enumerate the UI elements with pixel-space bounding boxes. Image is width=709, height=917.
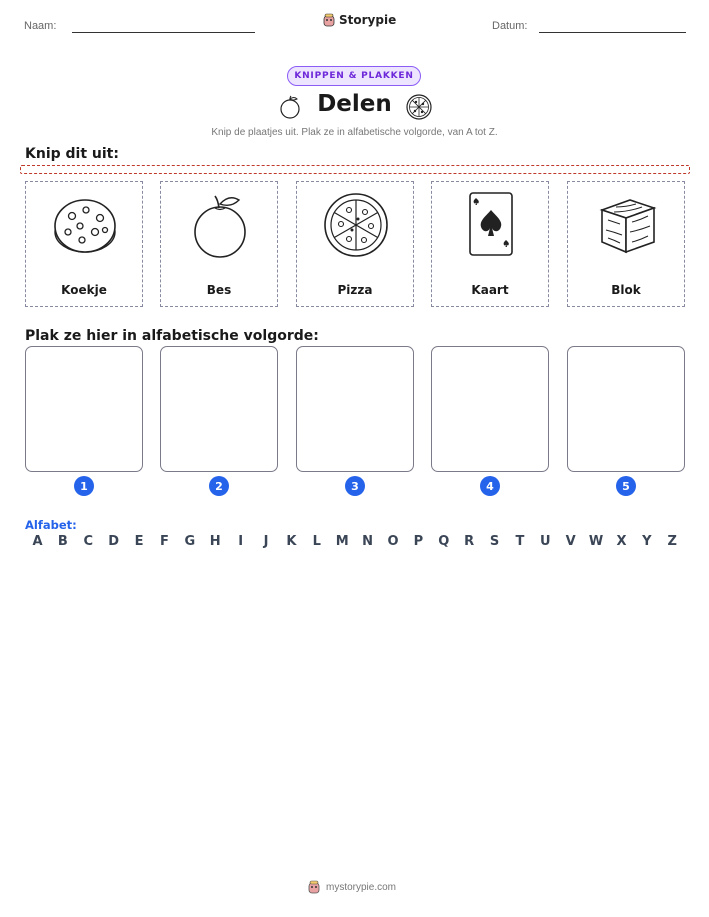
instructions: Knip de plaatjes uit. Plak ze in alfabetische volgorde, van A tot Z.	[211, 127, 498, 138]
card-label: Bes	[206, 283, 232, 297]
slot-number-2: 2	[209, 476, 229, 496]
name-label: Naam:	[24, 20, 57, 32]
cookie-icon	[50, 190, 120, 260]
date-line[interactable]	[539, 32, 686, 33]
brand-name: Storypie	[339, 13, 397, 27]
worksheet-title: Delen	[317, 91, 392, 117]
alphabet-letter: O	[387, 534, 399, 549]
alphabet-letter: Z	[667, 534, 677, 549]
alphabet-letter: U	[540, 534, 551, 549]
alphabet-letter: I	[238, 534, 244, 549]
alphabet-letter: C	[83, 534, 94, 549]
footer-site: mystorypie.com	[326, 881, 397, 893]
alphabet-letter: F	[160, 534, 169, 549]
pizza-icon	[405, 93, 433, 121]
alphabet-letter: S	[489, 534, 500, 549]
card-label: Kaart	[471, 283, 509, 297]
slot-number-4: 4	[480, 476, 500, 496]
card-label: Pizza	[337, 283, 373, 297]
cut-card-4[interactable]	[431, 181, 549, 307]
storypie-mascot-icon	[322, 13, 336, 27]
brand-logo	[322, 13, 396, 27]
alphabet-letter: T	[515, 534, 525, 549]
paste-slot-1[interactable]	[25, 346, 143, 472]
slot-number-5: 5	[616, 476, 636, 496]
alphabet-letter: W	[588, 534, 604, 549]
alphabet-letter: V	[565, 534, 576, 549]
date-label: Datum:	[492, 20, 528, 32]
alphabet-letter: Y	[642, 534, 652, 549]
alphabet-letter: N	[362, 534, 374, 549]
card-label: Koekje	[61, 283, 107, 297]
alphabet-letter: J	[263, 534, 269, 549]
paste-heading: Plak ze hier in alfabetische volgorde:	[25, 328, 319, 344]
paste-slot-3[interactable]	[296, 346, 414, 472]
alphabet-row	[25, 534, 685, 549]
alphabet-letter: H	[209, 534, 221, 549]
wooden-block-icon	[592, 190, 662, 260]
alphabet-letter: E	[134, 534, 144, 549]
alphabet-letter: X	[616, 534, 627, 549]
paste-slot-4[interactable]	[431, 346, 549, 472]
alphabet-letter: Q	[438, 534, 450, 549]
alphabet-heading: Alfabet:	[25, 518, 77, 532]
paste-slot-2[interactable]	[160, 346, 278, 472]
alphabet-letter: D	[108, 534, 120, 549]
pizza-icon	[321, 190, 391, 260]
card-label: Blok	[611, 283, 641, 297]
cut-card-2[interactable]	[160, 181, 278, 307]
cut-line	[20, 165, 690, 174]
alphabet-letter: M	[335, 534, 349, 549]
cut-card-1[interactable]	[25, 181, 143, 307]
alphabet-letter: K	[286, 534, 297, 549]
paste-slot-5[interactable]	[567, 346, 685, 472]
cut-heading: Knip dit uit:	[25, 146, 119, 162]
alphabet-letter: R	[464, 534, 475, 549]
alphabet-letter: P	[413, 534, 424, 549]
name-line[interactable]	[72, 32, 255, 33]
alphabet-letter: B	[57, 534, 68, 549]
berry-icon	[185, 190, 255, 260]
alphabet-letter: G	[184, 534, 196, 549]
slot-number-1: 1	[74, 476, 94, 496]
playing-card-icon	[456, 190, 526, 260]
cut-card-3[interactable]	[296, 181, 414, 307]
storypie-mascot-icon	[307, 880, 321, 894]
cut-card-5[interactable]	[567, 181, 685, 307]
slot-number-3: 3	[345, 476, 365, 496]
alphabet-letter: L	[312, 534, 321, 549]
alphabet-letter: A	[32, 534, 43, 549]
activity-badge: KNIPPEN & PLAKKEN	[287, 66, 421, 86]
footer	[307, 880, 396, 894]
